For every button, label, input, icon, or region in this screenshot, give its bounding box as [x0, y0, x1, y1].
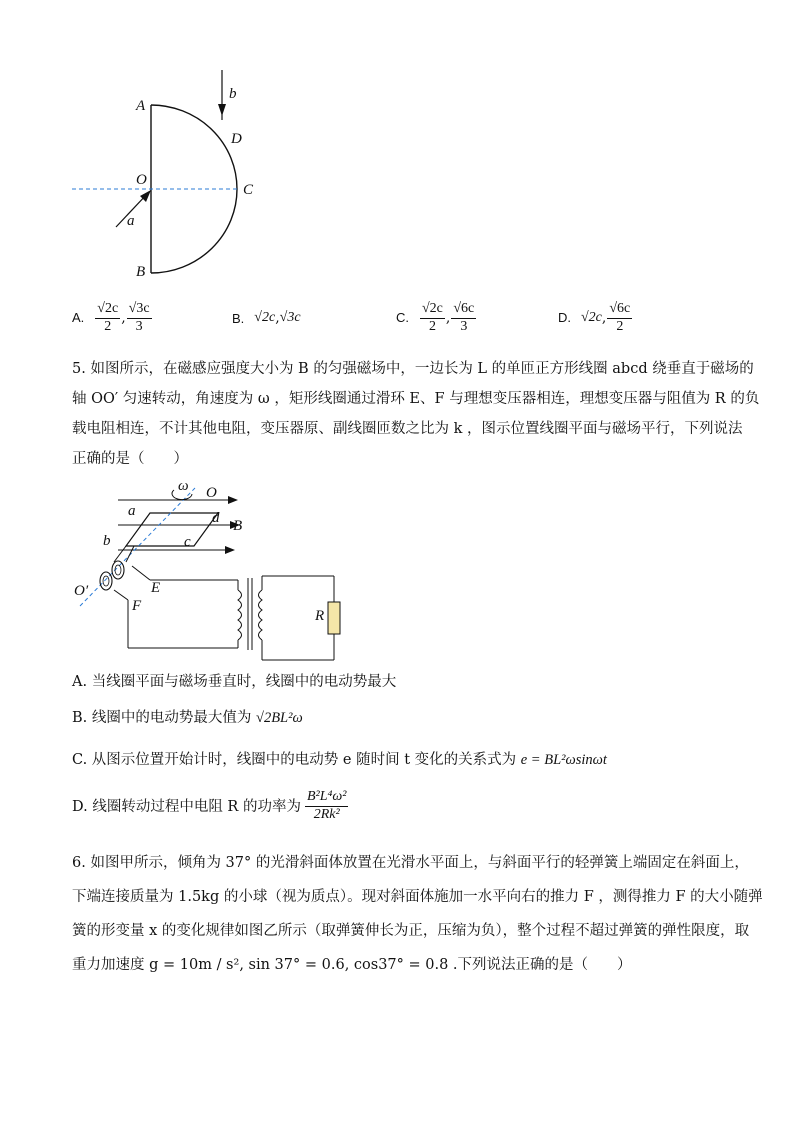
label-b: b [103, 533, 111, 549]
q6-line-1: 6. 如图甲所示，倾角为 37° 的光滑斜面体放置在光滑水平面上，与斜面平行的轻弹簧上端固定在斜面上， [72, 855, 749, 871]
label-omega: ω [178, 478, 189, 494]
q4-option-c[interactable] [396, 300, 477, 335]
coil-abcd [126, 513, 218, 546]
option-text: C. 从图示位置开始计时，线圈中的电动势 e 随时间 t 变化的关系式为 [72, 752, 517, 768]
q5-line-4: 正确的是（ ） [72, 451, 188, 467]
label-F: F [132, 598, 142, 614]
q6-line-3: 簧的形变量 x 的变化规律如图乙所示（取弹簧伸长为正，压缩为负），整个过程不超过弹簧的弹性限度，取 [72, 923, 750, 939]
fraction: $\frac{√3c}{3}$ [128, 301, 150, 334]
q5-generator-figure [70, 478, 360, 668]
q5-line-3: 载电阻相连，不计其他电阻，变压器原、副线圈匝数之比为 k ，图示位置线圈平面与磁场平行，下列说法 [72, 421, 743, 437]
option-text: D. 线圈转动过程中电阻 R 的功率为 [72, 799, 301, 815]
option-key: D. [558, 310, 571, 325]
q5-option-d[interactable] [72, 788, 349, 823]
fraction: $\frac{√6c}{3}$ [453, 301, 475, 334]
fraction: $\frac{√2c}{2}$ [97, 301, 119, 334]
q5-stem [72, 354, 760, 474]
label-a: a [128, 503, 136, 519]
q4-option-a[interactable] [72, 300, 153, 335]
option-key: B. [232, 310, 245, 326]
q5-option-b[interactable] [72, 706, 303, 727]
value: √2c [581, 309, 602, 325]
fraction: $\frac{√6c}{2}$ [609, 301, 631, 334]
label-c: c [184, 534, 191, 550]
label-a: a [127, 213, 135, 229]
label-B: B [136, 264, 146, 280]
value: √3c [279, 310, 301, 325]
q4-options [72, 300, 752, 340]
label-C: C [243, 182, 254, 198]
q5-option-a[interactable]: A. 当线圈平面与磁场垂直时，线圈中的电动势最大 [72, 674, 397, 690]
sep: , [445, 309, 451, 326]
q6-line-4: 重力加速度 g = 10m / s², sin 37° = 0.6, cos37° = 0.8 .下列说法正确的是（ ） [72, 957, 632, 973]
label-O-prime: O′ [74, 583, 89, 599]
q4-option-d[interactable] [558, 300, 633, 335]
label-O-axis: O [206, 485, 217, 501]
option-text: B. 线圈中的电动势最大值为 [72, 710, 252, 726]
option-math: √2BL²ω [255, 710, 303, 726]
sep: , [121, 309, 126, 326]
value: √2c [254, 310, 276, 325]
axis-OO [80, 488, 195, 606]
label-d: d [212, 510, 220, 526]
label-O: O [136, 172, 147, 188]
sep: , [601, 309, 607, 326]
q5-option-c[interactable] [72, 748, 607, 769]
fraction: $\frac{\text{B²L⁴ω²}}{\text{2Rk²}}$ [306, 789, 347, 822]
label-E: E [151, 580, 161, 596]
option-key: C. [396, 310, 409, 325]
ray-b-arrow [218, 104, 226, 116]
option-math: e = BL²ωsinωt [520, 752, 607, 768]
q5-line-1: 5. 如图所示，在磁感应强度大小为 B 的匀强磁场中，一边长为 L 的单匝正方形线圈 abcd 绕垂直于磁场的 [72, 361, 754, 377]
fraction: $\frac{√2c}{2}$ [422, 301, 443, 334]
option-key: A. [72, 310, 85, 325]
q4-semicircle-figure [60, 60, 280, 290]
q5-line-2: 轴 OO′ 匀速转动，角速度为 ω ，矩形线圈通过滑环 E、F 与理想变压器相连，理想变压器与阻值为 R 的负 [72, 391, 760, 407]
q6-stem [72, 846, 763, 982]
resistor-R [328, 602, 340, 634]
label-A: A [136, 98, 146, 114]
label-D: D [231, 131, 242, 147]
sep: , [275, 310, 280, 326]
label-B-field: B [233, 518, 243, 534]
q6-line-2: 下端连接质量为 1.5kg 的小球（视为质点）。现对斜面体施加一水平向右的推力 F ，测得推力 F 的大小随弹 [72, 889, 763, 905]
label-b: b [229, 86, 237, 102]
q4-option-b[interactable] [232, 310, 301, 326]
label-R: R [315, 608, 325, 624]
